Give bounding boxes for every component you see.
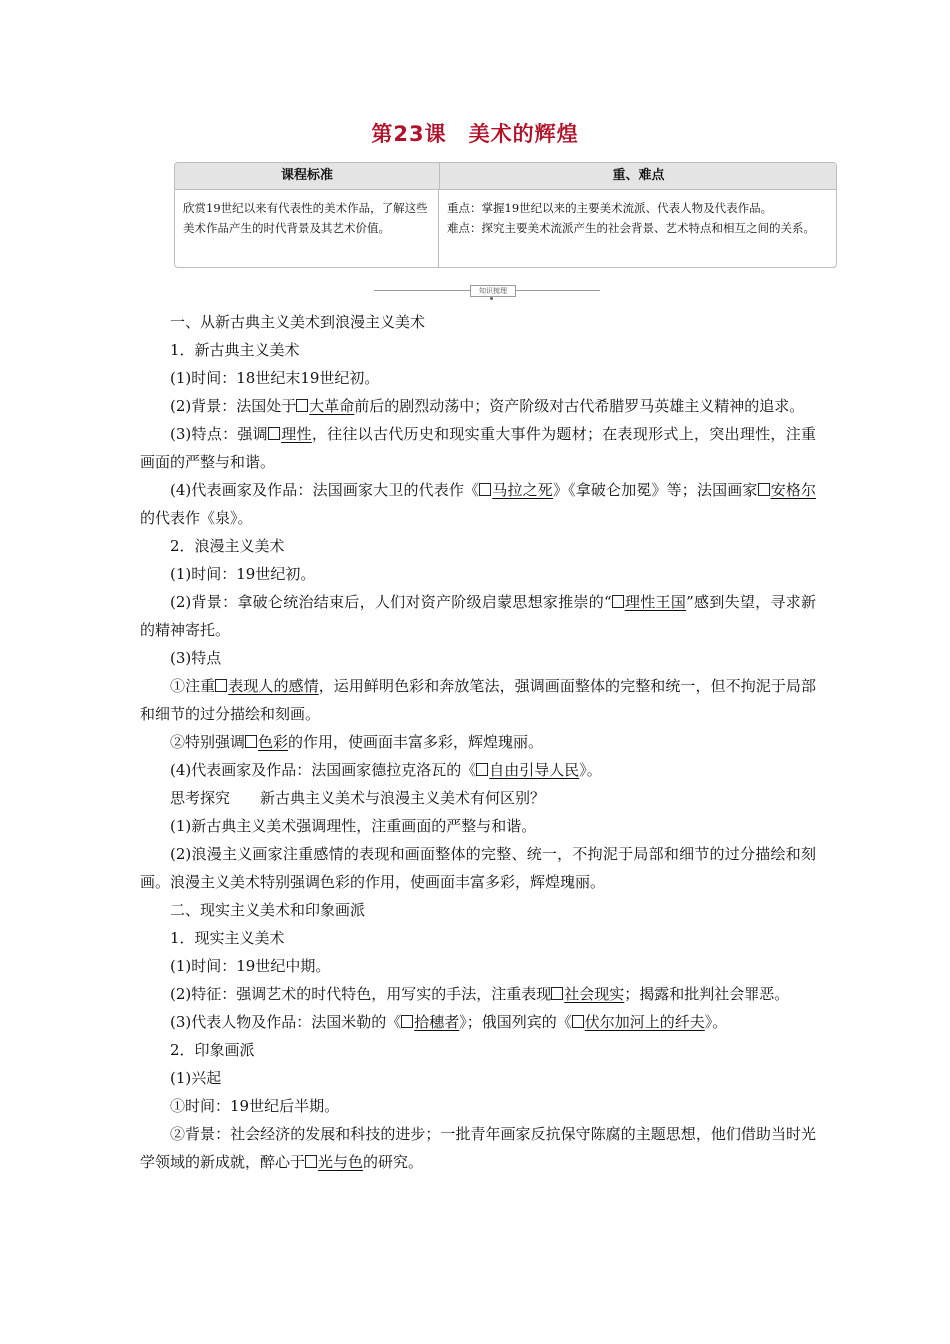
fill-blank: 大革命 bbox=[296, 397, 354, 415]
subsection-heading: 1．新古典主义美术 bbox=[170, 341, 300, 359]
paragraph: (1)时间：19世纪中期。 bbox=[170, 957, 331, 975]
think-question: 思考探究 新古典主义美术与浪漫主义美术有何区别？ bbox=[170, 789, 546, 807]
fill-blank: 表现人的感情 bbox=[215, 677, 319, 695]
blank-box-icon bbox=[572, 1015, 584, 1028]
subsection-heading: 1．现实主义美术 bbox=[170, 929, 285, 947]
blank-box-icon bbox=[476, 763, 488, 776]
fill-blank: 理性 bbox=[268, 425, 312, 443]
section-heading: 二、现实主义美术和印象画派 bbox=[170, 901, 366, 919]
content-body bbox=[140, 308, 816, 1176]
blank-box-icon bbox=[479, 483, 491, 496]
blank-box-icon bbox=[612, 595, 624, 608]
blank-box-icon bbox=[296, 399, 308, 412]
fill-blank: 拾穗者 bbox=[401, 1013, 459, 1031]
paragraph: (4)代表画家及作品：法国画家大卫的代表作《 马拉之死》《拿破仑加冕》等；法国画家 安格尔的代表作《泉》。 bbox=[140, 481, 816, 527]
key-points-header: 重、难点 bbox=[612, 168, 665, 183]
blank-box-icon bbox=[758, 483, 770, 496]
key-points-cell bbox=[439, 190, 836, 268]
section-heading: 一、从新古典主义美术到浪漫主义美术 bbox=[170, 313, 426, 331]
paragraph: (2)浪漫主义画家注重感情的表现和画面整体的完整、统一，不拘泥于局部和细节的过分描绘和刻画。浪漫主义美术特别强调色彩的作用，使画面丰富多彩，辉煌瑰丽。 bbox=[140, 845, 816, 891]
divider-line-left bbox=[374, 290, 470, 291]
paragraph: (1)时间：19世纪初。 bbox=[170, 565, 316, 583]
paragraph: (4)代表画家及作品：法国画家德拉克洛瓦的《 自由引导人民》。 bbox=[170, 761, 602, 779]
paragraph: (1)兴起 bbox=[170, 1069, 222, 1087]
fill-blank: 社会现实 bbox=[551, 985, 624, 1003]
fill-blank: 光与色 bbox=[305, 1153, 363, 1171]
standards-text: 欣赏19世纪以来有代表性的美术作品，了解这些美术作品产生的时代背景及其艺术价值。 bbox=[175, 190, 439, 268]
fill-blank: 伏尔加河上的纤夫 bbox=[572, 1013, 705, 1031]
standards-table bbox=[174, 162, 837, 268]
blank-box-icon bbox=[245, 735, 257, 748]
paragraph: (3)特点 bbox=[170, 649, 222, 667]
blank-box-icon bbox=[215, 679, 227, 692]
subsection-heading: 2．印象画派 bbox=[170, 1041, 255, 1059]
paragraph: (1)时间：18世纪末19世纪初。 bbox=[170, 369, 380, 387]
key-point-text: 重点：掌握19世纪以来的主要美术流派、代表人物及代表作品。 bbox=[447, 201, 773, 215]
divider-line-right bbox=[516, 290, 600, 291]
paragraph: ①时间：19世纪后半期。 bbox=[170, 1097, 340, 1115]
difficult-point-text: 难点：探究主要美术流派产生的社会背景、艺术特点和相互之间的关系。 bbox=[447, 221, 815, 235]
paragraph: (2)背景：法国处于 大革命前后的剧烈动荡中；资产阶级对古代希腊罗马英雄主义精神的追求。 bbox=[170, 397, 805, 415]
standards-table-body bbox=[175, 190, 836, 268]
blank-box-icon bbox=[401, 1015, 413, 1028]
paragraph: (2)特征：强调艺术的时代特色，用写实的手法，注重表现 社会现实；揭露和批判社会罪恶。 bbox=[170, 985, 790, 1003]
fill-blank: 色彩 bbox=[245, 733, 288, 751]
blank-box-icon bbox=[551, 987, 563, 1000]
knowledge-summary-label: 知识梳理 bbox=[470, 285, 516, 297]
paragraph: (2)背景：拿破仑统治结束后，人们对资产阶级启蒙思想家推崇的“ 理性王国”感到失望，寻求新的精神寄托。 bbox=[140, 593, 816, 639]
blank-box-icon bbox=[305, 1155, 317, 1168]
subsection-heading: 2．浪漫主义美术 bbox=[170, 537, 285, 555]
paragraph: ②特别强调 色彩的作用，使画面丰富多彩，辉煌瑰丽。 bbox=[170, 733, 544, 751]
fill-blank: 自由引导人民 bbox=[476, 761, 579, 779]
divider-dot bbox=[490, 297, 493, 300]
fill-blank: 安格尔 bbox=[758, 481, 816, 499]
lesson-title: 第23课 美术的辉煌 bbox=[371, 122, 579, 146]
paragraph: ①注重 表现人的感情，运用鲜明色彩和奔放笔法，强调画面整体的完整和统一，但不拘泥于局部和细节的过分描绘和刻画。 bbox=[140, 677, 816, 723]
standards-table-header bbox=[175, 163, 836, 190]
standards-header: 课程标准 bbox=[175, 163, 440, 189]
fill-blank: 理性王国 bbox=[612, 593, 686, 611]
paragraph: (1)新古典主义美术强调理性，注重画面的严整与和谐。 bbox=[170, 817, 537, 835]
paragraph: ②背景：社会经济的发展和科技的进步；一批青年画家反抗保守陈腐的主题思想，他们借助当时光学领域的新成就，醉心于 光与色的研究。 bbox=[140, 1125, 816, 1171]
paragraph: (3)特点：强调 理性，往往以古代历史和现实重大事件为题材；在表现形式上，突出理性，注重画面的严整与和谐。 bbox=[140, 425, 816, 471]
paragraph: (3)代表人物及作品：法国米勒的《 拾穗者》；俄国列宾的《 伏尔加河上的纤夫》。 bbox=[170, 1013, 728, 1031]
fill-blank: 马拉之死 bbox=[479, 481, 553, 499]
blank-box-icon bbox=[268, 427, 280, 440]
